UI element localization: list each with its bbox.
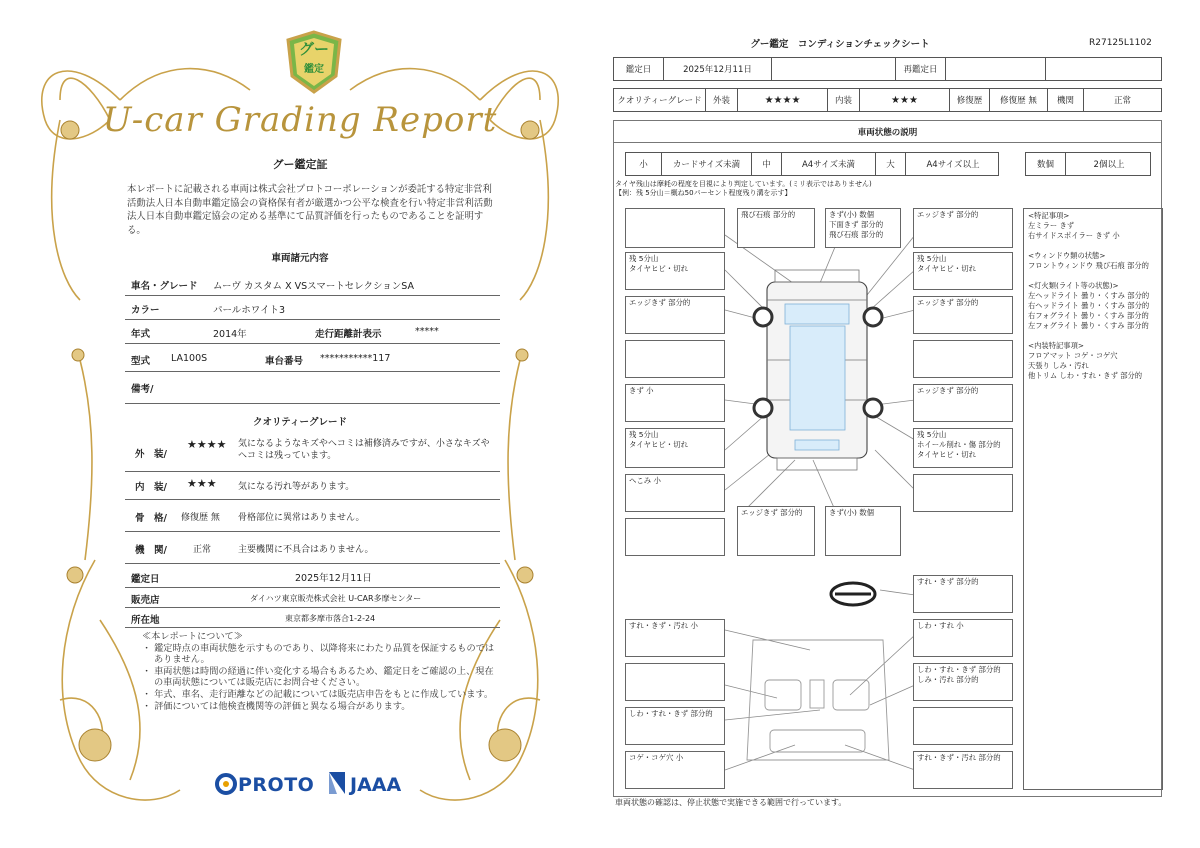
interior-box-r2: しわ・すれ・きず 部分的 しみ・汚れ 部分的 [913, 663, 1013, 701]
condition-check-sheet [605, 0, 1200, 848]
damage-box-top-3: エッジきず 部分的 [913, 208, 1013, 248]
tyre-note: タイヤ残山は摩耗の程度を目視により判定しています。(ミリ表示ではありません) 【例：残 5分山＝概ね50パーセント程度残り溝を示す】 [615, 180, 872, 197]
special-notes-box [1023, 208, 1163, 790]
sheet-id: R27125L1102 [1089, 38, 1152, 48]
interior-box-r1: しわ・すれ 小 [913, 619, 1013, 657]
damage-box-left-2: エッジきず 部分的 [625, 296, 725, 334]
damage-box-right-2: エッジきず 部分的 [913, 296, 1013, 334]
damage-box-empty [625, 208, 725, 248]
damage-box-top-2: きず(小) 数個 下面きず 部分的 飛び石痕 部分的 [825, 208, 901, 248]
notes-special: <特記事項> 左ミラー きず 右サイドスポイラー きず 小 [1028, 211, 1120, 240]
proto-logo-icon [214, 772, 238, 796]
spec-row-model: 型式 LA100S 車台番号 ***********117 [125, 344, 500, 372]
jaaa-logo-text: JAAA [350, 774, 402, 796]
interior-box-empty [913, 707, 1013, 745]
specs-heading: 車両諸元内容 [271, 253, 329, 264]
info-row-dealer: 販売店 ダイハツ東京販売株式会社 U-CAR多摩センター [125, 588, 500, 608]
notes-window: <ウィンドウ類の状態> フロントウィンドウ 飛び石痕 部分的 [1028, 251, 1149, 270]
condition-heading: 車両状態の説明 [614, 121, 1161, 143]
spec-row-remarks: 備考/ [125, 372, 500, 404]
damage-box-top-1: 飛び石痕 部分的 [737, 208, 815, 248]
damage-box-left-4: きず 小 [625, 384, 725, 422]
info-row-date: 鑑定日 2025年12月11日 [125, 566, 500, 588]
count-legend-table: 数個 2個以上 [1025, 152, 1151, 176]
interior-box-empty [625, 663, 725, 701]
tyre-box-left-rear: 残 5分山 タイヤヒビ・切れ [625, 428, 725, 468]
damage-box-empty [625, 518, 725, 556]
quality-row-frame: 骨 格/ 修復歴 無 骨格部位に異常はありません。 [125, 500, 500, 532]
damage-box-empty [625, 340, 725, 378]
damage-box-bottom-3: きず(小) 数個 [825, 506, 901, 556]
note-item: ・ 年式、車名、走行距離などの記載については販売店申告をもとに作成しています。 [142, 688, 494, 700]
info-row-address: 所在地 東京都多摩市落合1-2-24 [125, 608, 500, 628]
proto-logo-text: PROTO [238, 774, 315, 796]
sheet-title: グー鑑定 コンディションチェックシート [750, 39, 930, 50]
badge-bottom-text: 鑑定 [304, 64, 324, 75]
notes-interior: <内装特記事項> フロアマット コゲ・コゲ穴 天張り しみ・汚れ 他トリム しわ・すれ・きず 部分的 [1028, 341, 1143, 380]
date-table: 鑑定日 2025年12月11日 再鑑定日 [613, 57, 1162, 81]
badge-top-text: グー [298, 40, 329, 58]
quality-row-interior: 内 装/ ★★★ 気になる汚れ等があります。 [125, 472, 500, 500]
damage-box-steering: すれ・きず 部分的 [913, 575, 1013, 613]
quality-row-exterior: 外 装/ ★★★★ 気になるようなキズやヘコミは補修済みですが、小さなキズやヘコミは残っています。 [125, 432, 500, 472]
interior-box-l4: コゲ・コゲ穴 小 [625, 751, 725, 789]
damage-box-right-4: エッジきず 部分的 [913, 384, 1013, 422]
damage-box-left-6: へこみ 小 [625, 474, 725, 512]
interior-box-l1: すれ・きず・汚れ 小 [625, 619, 725, 657]
cert-subtitle: グー鑑定証 [272, 158, 328, 171]
interior-box-r4: すれ・きず・汚れ 部分的 [913, 751, 1013, 789]
jaaa-logo-icon [327, 770, 347, 796]
sheet-footer-note: 車両状態の確認は、停止状態で実施できる範囲で行っています。 [615, 798, 847, 807]
spec-row-name: 車名・グレード ムーヴ カスタム X VSスマートセレクションSA [125, 272, 500, 296]
interior-box-l3: しわ・すれ・きず 部分的 [625, 707, 725, 745]
tyre-box-right-rear: 残 5分山 ホイール削れ・傷 部分的 タイヤヒビ・切れ [913, 428, 1013, 468]
damage-box-empty [913, 340, 1013, 378]
size-legend-table: 小 カードサイズ未満 中 A4サイズ未満 大 A4サイズ以上 [625, 152, 999, 176]
tyre-box-right-front: 残 5分山 タイヤヒビ・切れ [913, 252, 1013, 290]
damage-box-bottom-2: エッジきず 部分的 [737, 506, 815, 556]
cert-intro: 本レポートに記載される車両は株式会社プロトコーポレーションが委託する特定非営利活動法人日本自動車鑑定協会の資格保有者が厳選かつ公平な検査を行い特定非営利活動法人日本自動車鑑定協会の定める基準にて品質評価を行ったものであることを証明する。 [127, 184, 493, 236]
notes-lights: <灯火類(ライト等の状態)> 左ヘッドライト 曇り・くすみ 部分的 右ヘッドライト 曇り・くすみ 部分的 右フォグライト 曇り・くすみ 部分的 左フォグライト 曇り・くすみ 部分的 [1028, 281, 1150, 330]
spec-row-color: カラー パールホワイト3 [125, 296, 500, 320]
cert-title: U-car Grading Report [102, 100, 498, 140]
grade-table: クオリティーグレード 外装 ★★★★ 内装 ★★★ 修復歴 修復歴 無 機関 正常 [613, 88, 1162, 112]
quality-heading: クオリティーグレード [252, 417, 348, 428]
quality-row-engine: 機 関/ 正常 主要機関に不具合はありません。 [125, 532, 500, 564]
damage-box-empty [913, 474, 1013, 512]
note-item: ・ 車両状態は時間の経過に伴い変化する場合もあるため、鑑定日をご確認の上、現在の車両状態については販売店にお問合せください。 [142, 665, 494, 689]
notes-title: ≪本レポートについて≫ [142, 631, 243, 642]
spec-row-year: 年式 2014年 走行距離計表示 ***** [125, 320, 500, 344]
note-item: ・ 評価については他検査機関等の評価と異なる場合があります。 [142, 700, 411, 712]
note-item: ・ 鑑定時点の車両状態を示すものであり、以降将来にわたり品質を保証するものではありません。 [142, 642, 495, 666]
tyre-box-left-front: 残 5分山 タイヤヒビ・切れ [625, 252, 725, 290]
report-notes [142, 631, 497, 712]
